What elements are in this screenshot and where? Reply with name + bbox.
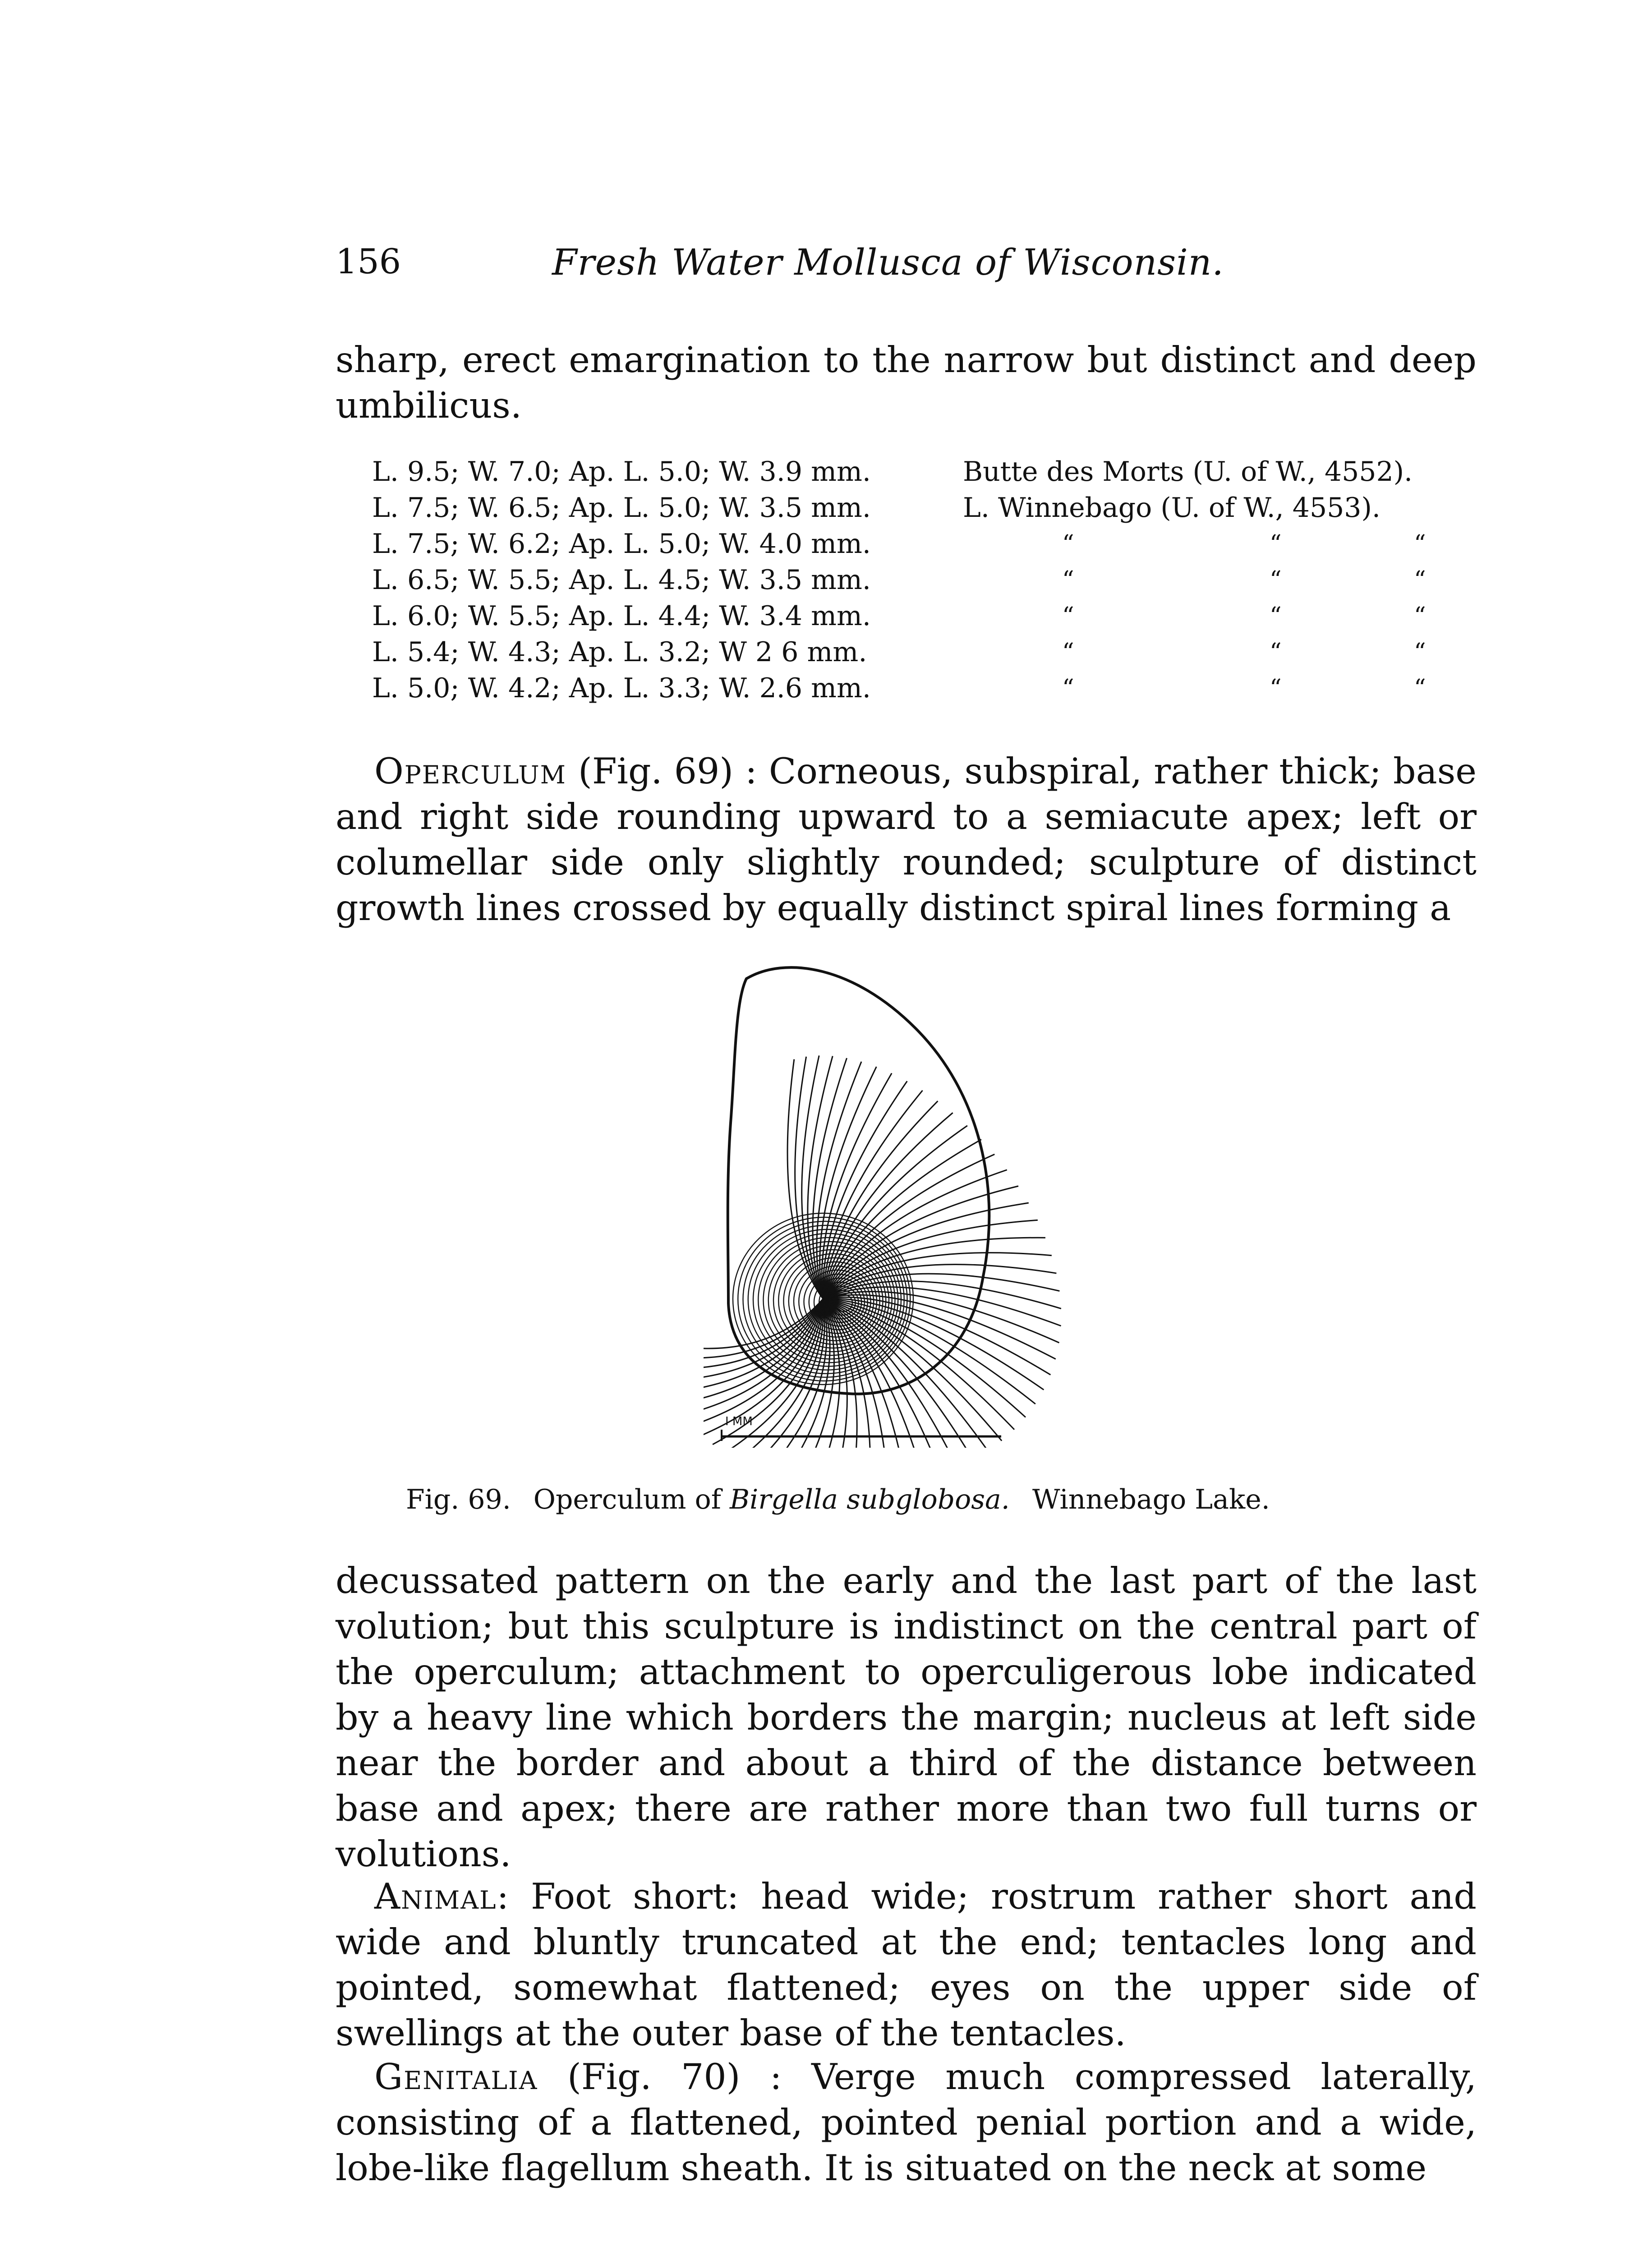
animal-sep: : xyxy=(497,1876,531,1917)
measurement-locality: Butte des Morts (U. of W., 4552). xyxy=(963,456,1413,488)
genitalia-text: Verge much compressed laterally, consisting of a flattened, pointed penial portion and a wide, lobe-like flagellum sheath. It is situated on the neck at some xyxy=(336,2056,1477,2189)
figure-69 xyxy=(704,952,1109,1448)
measurement-dimensions: L. 5.0; W. 4.2; Ap. L. 3.3; W. 2.6 mm. xyxy=(372,672,871,704)
figure-caption xyxy=(406,1484,1443,1515)
operculum-continuation-paragraph: decussated pattern on the early and the last part of the last volution; but this sculpture is indistinct on the central part of the operculum; attachment to operculigerous lobe indicated by a heavy line which borders the margin; nucleus at left side near the border and about a third of the distance between base and apex; there are rather more than two full turns or volutions. xyxy=(336,1560,1477,1875)
ditto-mark: “ xyxy=(1270,566,1282,594)
operculum-text: Corneous, subspiral, rather thick; base and right side rounding upward to a semiacute apex; left or columellar side only slightly rounded; sculpture of distinct growth lines crossed by equally distinct spiral lines forming a xyxy=(336,750,1477,929)
operculum-figure-ref: (Fig. 69) : xyxy=(566,750,769,792)
animal-paragraph xyxy=(336,1874,1477,2056)
page-header xyxy=(336,241,1481,291)
measurement-dimensions: L. 7.5; W. 6.5; Ap. L. 5.0; W. 3.5 mm. xyxy=(372,492,871,524)
genitalia-paragraph xyxy=(336,2054,1477,2191)
page-number: 156 xyxy=(336,241,401,281)
measurement-row xyxy=(372,490,1486,526)
ditto-mark: “ xyxy=(1414,639,1426,666)
ditto-mark: “ xyxy=(1270,530,1282,557)
ditto-mark: “ xyxy=(1414,566,1426,594)
ditto-mark: “ xyxy=(1062,530,1074,557)
measurement-dimensions: L. 5.4; W. 4.3; Ap. L. 3.2; W 2 6 mm. xyxy=(372,636,867,668)
ditto-mark: “ xyxy=(1414,675,1426,702)
caption-species: Birgella subglobosa. xyxy=(730,1484,1010,1515)
caption-locality: Winnebago Lake. xyxy=(1032,1484,1270,1515)
ditto-mark: “ xyxy=(1414,603,1426,630)
genitalia-heading: Genitalia xyxy=(374,2056,538,2098)
operculum-paragraph xyxy=(336,749,1477,931)
genitalia-figure-ref: (Fig. 70) : xyxy=(538,2056,812,2098)
measurement-table xyxy=(372,454,1486,706)
animal-text: Foot short: head wide; rostrum rather short and wide and bluntly truncated at the end; tentacles long and pointed, somewhat flattened; eyes on the upper side of swellings at the outer base of the tentacles. xyxy=(336,1876,1477,2054)
measurement-dimensions: L. 7.5; W. 6.2; Ap. L. 5.0; W. 4.0 mm. xyxy=(372,528,871,560)
ditto-mark: “ xyxy=(1062,675,1074,702)
running-title: Fresh Water Mollusca of Wisconsin. xyxy=(552,241,1224,283)
ditto-mark: “ xyxy=(1270,603,1282,630)
caption-text: Operculum of xyxy=(533,1484,721,1515)
measurement-row xyxy=(372,562,1486,598)
ditto-mark: “ xyxy=(1270,675,1282,702)
measurement-dimensions: L. 6.5; W. 5.5; Ap. L. 4.5; W. 3.5 mm. xyxy=(372,564,871,596)
measurement-row xyxy=(372,454,1486,490)
ditto-mark: “ xyxy=(1062,639,1074,666)
measurement-row xyxy=(372,670,1486,706)
continuation-paragraph: sharp, erect emargination to the narrow but distinct and deep umbilicus. xyxy=(336,339,1477,426)
measurement-locality: L. Winnebago (U. of W., 4553). xyxy=(963,492,1381,524)
measurement-dimensions: L. 9.5; W. 7.0; Ap. L. 5.0; W. 3.9 mm. xyxy=(372,456,871,488)
scale-label: I MM xyxy=(725,1415,753,1428)
measurement-row xyxy=(372,598,1486,634)
ditto-mark: “ xyxy=(1270,639,1282,666)
ditto-mark: “ xyxy=(1062,603,1074,630)
measurement-dimensions: L. 6.0; W. 5.5; Ap. L. 4.4; W. 3.4 mm. xyxy=(372,600,871,632)
ditto-mark: “ xyxy=(1414,530,1426,557)
operculum-heading: Operculum xyxy=(374,750,566,792)
animal-heading: Animal xyxy=(374,1876,497,1917)
operculum-growth-lines xyxy=(704,1055,1061,1448)
caption-label: Fig. 69. xyxy=(406,1484,511,1515)
operculum-illustration xyxy=(704,952,1109,1448)
measurement-row xyxy=(372,634,1486,670)
ditto-mark: “ xyxy=(1062,566,1074,594)
measurement-row xyxy=(372,526,1486,562)
